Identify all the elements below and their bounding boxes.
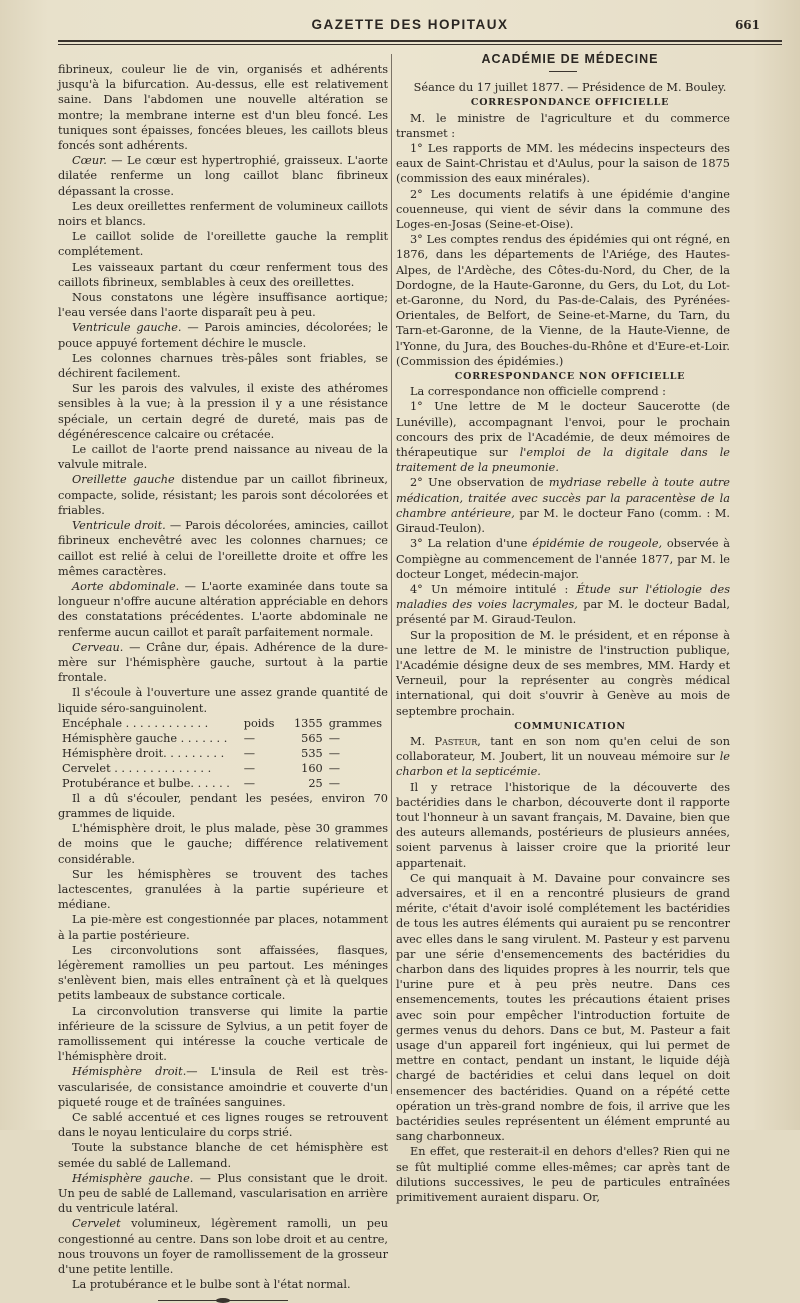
paragraph: 2° Les documents relatifs à une épidémie d'angine couenneuse, qui vient de sévir dans la commune des Loges-en-Josas (Seine-et-Oise).	[396, 187, 730, 232]
paragraph: Ventricule gauche. — Parois amincies, décolorées; le pouce appuyé fortement déchire le muscle.	[58, 321, 388, 350]
paragraph: Il s'écoule à l'ouverture une assez grande quantité de liquide séro-sanguinolent.	[58, 686, 388, 715]
section-label: Cerveau.	[72, 640, 124, 654]
paragraph: Ventricule droit. — Parois décolorées, amincies, caillot fibrineux enchevêtré avec les colonnes charnues; ce caillot est relié à celui de l'oreillette droite et offre les mêmes caractères.	[58, 519, 389, 578]
paragraph: 3° La relation d'une épidémie de rougeole, observée à Compiègne au commencement de l'année 1877, par M. le docteur Longet, médecin-major.	[396, 537, 730, 581]
paragraph: Les colonnes charnues très-pâles sont friables, se déchirent facilement.	[58, 351, 388, 381]
paragraph: 1° Une lettre de M le docteur Saucerotte (de Lunéville), accompagnant l'envoi, pour le prochain concours des prix de l'Académie, de deux mémoires de thérapeutique sur l'emploi de la digitale dans le traitement de la pneumonie.	[396, 400, 730, 475]
page-number: 661	[734, 18, 760, 32]
paragraph: 4° Un mémoire intitulé : Étude sur l'étiologie des maladies des voies lacrymales, par M. le docteur Badal, présenté par M. Giraud-Teulon.	[396, 582, 731, 627]
paragraph: Cerveau. — Crâne dur, épais. Adhérence de la dure-mère sur l'hémisphère gauche, surtout à la partie frontale.	[58, 640, 388, 685]
subsection-title: CORRESPONDANCE NON OFFICIELLE	[454, 371, 686, 383]
paragraph: Il a dû s'écouler, pendant les pesées, environ 70 grammes de liquide.	[58, 791, 388, 820]
left-column	[58, 62, 388, 1301]
paragraph: fibrineux, couleur lie de vin, organisés et adhérents jusqu'à la bifurcation. Au-dessus, elle est relativement saine. Dans l'abdomen une nouvelle altération se montre; la membrane interne est d'un bleu foncé. Les tuniques sont épaisses, foncées bleues, les caillots bleus foncés sont adhérents.	[58, 63, 388, 153]
section-label: Aorte abdominale.	[72, 579, 180, 593]
paragraph: Sur les parois des valvules, il existe des athéromes sensibles à la vue; à la pression il y a une résistance spéciale, un certain degré de dureté, mais pas de dégénérescence calcaire ou crétacée.	[58, 382, 388, 441]
paragraph: 1° Les rapports de MM. les médecins inspecteurs des eaux de Saint-Christau et d'Aulus, pour la saison de 1875 (commission des eaux minérales).	[396, 142, 730, 186]
paragraph: Cœur. — Le cœur est hypertrophié, graisseux. L'aorte dilatée renferme un long caillot blanc fibrineux dépassant la crosse.	[58, 154, 388, 198]
section-label: Ventricule gauche.	[72, 321, 182, 335]
paragraph: La circonvolution transverse qui limite la partie inférieure de la scissure de Sylvius, a un petit foyer de ramollissement qui intéresse la couche verticale de l'hémisphère droit.	[58, 1004, 388, 1064]
paragraph: Le caillot solide de l'oreillette gauche la remplit complétement.	[58, 230, 388, 259]
paragraph: Ce sablé accentué et ces lignes rouges se retrouvent dans le noyau lenticulaire du corps strié.	[58, 1111, 388, 1140]
paragraph: Cervelet volumineux, légèrement ramolli, un peu congestionné au centre. Dans son lobe droit et au centre, nous trouvons un foyer de ramollissement de la grosseur d'une petite lentille.	[58, 1217, 388, 1277]
section-label: Cervelet	[72, 1217, 121, 1231]
paragraph: Il y retrace l'historique de la découverte des bactéridies dans le charbon, découverte dont il rapporte tout l'honneur à un savant français, M. Davaine, bien que des auteurs allemands, postérieurs de plusieurs années, soient parvenus à laisser croire que la priorité leur appartenait.	[396, 780, 730, 870]
section-label: Hémisphère gauche.	[72, 1171, 194, 1185]
paragraph: Oreillette gauche distendue par un caillot fibrineux, compacte, solide, résistant; les parois sont décolorées et friables.	[58, 473, 388, 517]
weights-row: Cervelet . . . . . . . . . . . . . . — 160 —	[62, 761, 341, 775]
speaker-name: M. Pasteur,	[410, 734, 481, 748]
subsection-title: COMMUNICATION	[514, 720, 626, 732]
paragraph: 2° Une observation de mydriase rebelle à toute autre médication, traitée avec succès par la paracentèse de la chambre antérieure, par M. le docteur Fano (comm. : M. Giraud-Teulon).	[396, 476, 730, 536]
header-rule	[58, 40, 782, 45]
weights-row: Hémisphère droit. . . . . . . . . — 535 —	[62, 746, 341, 760]
paragraph: Les vaisseaux partant du cœur renferment tous des caillots fibrineux, semblables à ceux des oreillettes.	[58, 260, 388, 289]
paragraph: Ce qui manquait à M. Davaine pour convaincre ses adversaires, et il en a rencontré plusieurs de grand mérite, c'était d'avoir isolé complétement les bactéridies de tous les autres éléments qui auraient pu se rencontrer avec elles dans le sang virulent. M. Pasteur y est parvenu par une série d'ensemencements des bactéridies du charbon dans des liquides propres à les nourrir, tels que l'urine pure et à peu près neutre. Dans ces ensemencements, toutes les précautions étaient prises avec soin pour empêcher l'introduction fortuite de germes venus du dehors. Dans ce but, M. Pasteur a fait usage d'un appareil fort ingénieux, qui lui permet de mettre en contact, pendant un instant, le liquide déjà chargé de bactéridies et celui dans lequel on doit ensemencer des bactéridies. Quand on a répété cette opération un très-grand nombre de fois, il arrive que les bactéridies seules représentent un élément emprunté au sang charbonneux.	[396, 871, 730, 1144]
paragraph: Hémisphère gauche. — Plus consistant que le droit. Un peu de sablé de Lallemand, vascularisation en arrière du ventricule latéral.	[58, 1171, 388, 1216]
section-label: Hémisphère droit.	[72, 1065, 187, 1079]
journal-title: GAZETTE DES HOPITAUX	[311, 17, 509, 32]
right-column	[396, 52, 730, 1205]
subsection-title: CORRESPONDANCE OFFICIELLE	[470, 97, 670, 109]
paragraph: Hémisphère droit.— L'insula de Reil est très-vascularisée, de consistance amoindrie et couverte d'un piqueté rouge et de traînées sanguines.	[58, 1065, 388, 1109]
session-line: Séance du 17 juillet 1877. — Présidence de M. Bouley.	[413, 81, 727, 95]
paragraph: Le caillot de l'aorte prend naissance au niveau de la valvule mitrale.	[58, 443, 388, 472]
paragraph: Les deux oreillettes renferment de volumineux caillots noirs et blancs.	[58, 199, 388, 229]
paragraph: Nous constatons une légère insuffisance aortique; l'eau versée dans l'aorte disparaît peu à peu.	[58, 291, 388, 320]
paragraph: 3° Les comptes rendus des épidémies qui ont régné, en 1876, dans les départements de l'Ariége, des Hautes-Alpes, de l'Ardèche, des Côtes-du-Nord, du Cher, de la Dordogne, de la Haute-Garonne, du Gers, du Lot, du Lot-et-Garonne, du Nord, du Pas-de-Calais, des Pyrénées-Orientales, de Belfort, de Seine-et-Marne, du Tarn, du Tarn-et-Garonne, de la Vienne, de la Haute-Vienne, de l'Yonne, du Jura, des Bouches-du-Rhône et d'Eure-et-Loir. (Commission des épidémies.)	[396, 233, 730, 368]
paragraph: Sur les hémisphères se trouvent des taches lactescentes, granulées à la partie supérieure et médiane.	[58, 867, 388, 912]
title-bar	[549, 71, 577, 72]
weights-row: Protubérance et bulbe. . . . . . — 25 —	[62, 776, 341, 790]
weights-row: Hémisphère gauche . . . . . . . — 565 —	[62, 731, 341, 745]
paragraph: M. Pasteur, tant en son nom qu'en celui de son collaborateur, M. Joubert, lit un nouveau mémoire sur le charbon et la septicémie.	[396, 734, 731, 779]
paragraph: Les circonvolutions sont affaissées, flasques, légèrement ramollies un peu partout. Les méninges s'enlèvent bien, mais elles entraînent çà et là quelques petits lambeaux de substance corticale.	[58, 943, 388, 1003]
paragraph: La correspondance non officielle comprend :	[410, 385, 666, 399]
section-title: ACADÉMIE DE MÉDECINE	[481, 52, 659, 66]
paragraph: Toute la substance blanche de cet hémisphère est semée du sablé de Lallemand.	[58, 1141, 388, 1170]
paragraph: En effet, que resterait-il en dehors d'elles? Rien qui ne se fût multiplié comme elles-mêmes; car après tant de dilutions successives, le peu de particules entraînées primitivement auraient disparu. Or,	[396, 1145, 730, 1205]
paragraph: Sur la proposition de M. le président, et en réponse à une lettre de M. le ministre de l'instruction publique, l'Académie désigne deux de ses membres, MM. Hardy et Verneuil, pour la représenter au congrès médical international, qui doit s'ouvrir à Genève au mois de septembre prochain.	[396, 628, 730, 718]
weights-row: Encéphale . . . . . . . . . . . . poids 1355 grammes	[62, 716, 383, 730]
column-divider	[391, 54, 392, 1094]
weights-table	[62, 716, 388, 791]
paragraph: La pie-mère est congestionnée par places, notamment à la partie postérieure.	[58, 913, 388, 942]
section-label: Oreillette gauche	[72, 473, 175, 487]
paragraph: La protubérance et le bulbe sont à l'état normal.	[72, 1278, 351, 1292]
end-ornament-rule	[158, 1300, 288, 1301]
paragraph: L'hémisphère droit, le plus malade, pèse 30 grammes de moins que le gauche; différence relativement considérable.	[58, 822, 388, 866]
page-header	[60, 14, 760, 36]
section-label: Ventricule droit.	[72, 519, 166, 533]
paragraph: Aorte abdominale. — L'aorte examinée dans toute sa longueur n'offre aucune altération appréciable en dehors des constatations précédentes. L'aorte abdominale ne renferme aucun caillot et paraît parfaitement normale.	[58, 579, 388, 639]
paragraph: M. le ministre de l'agriculture et du commerce transmet :	[396, 111, 730, 140]
section-label: Cœur.	[72, 154, 107, 168]
